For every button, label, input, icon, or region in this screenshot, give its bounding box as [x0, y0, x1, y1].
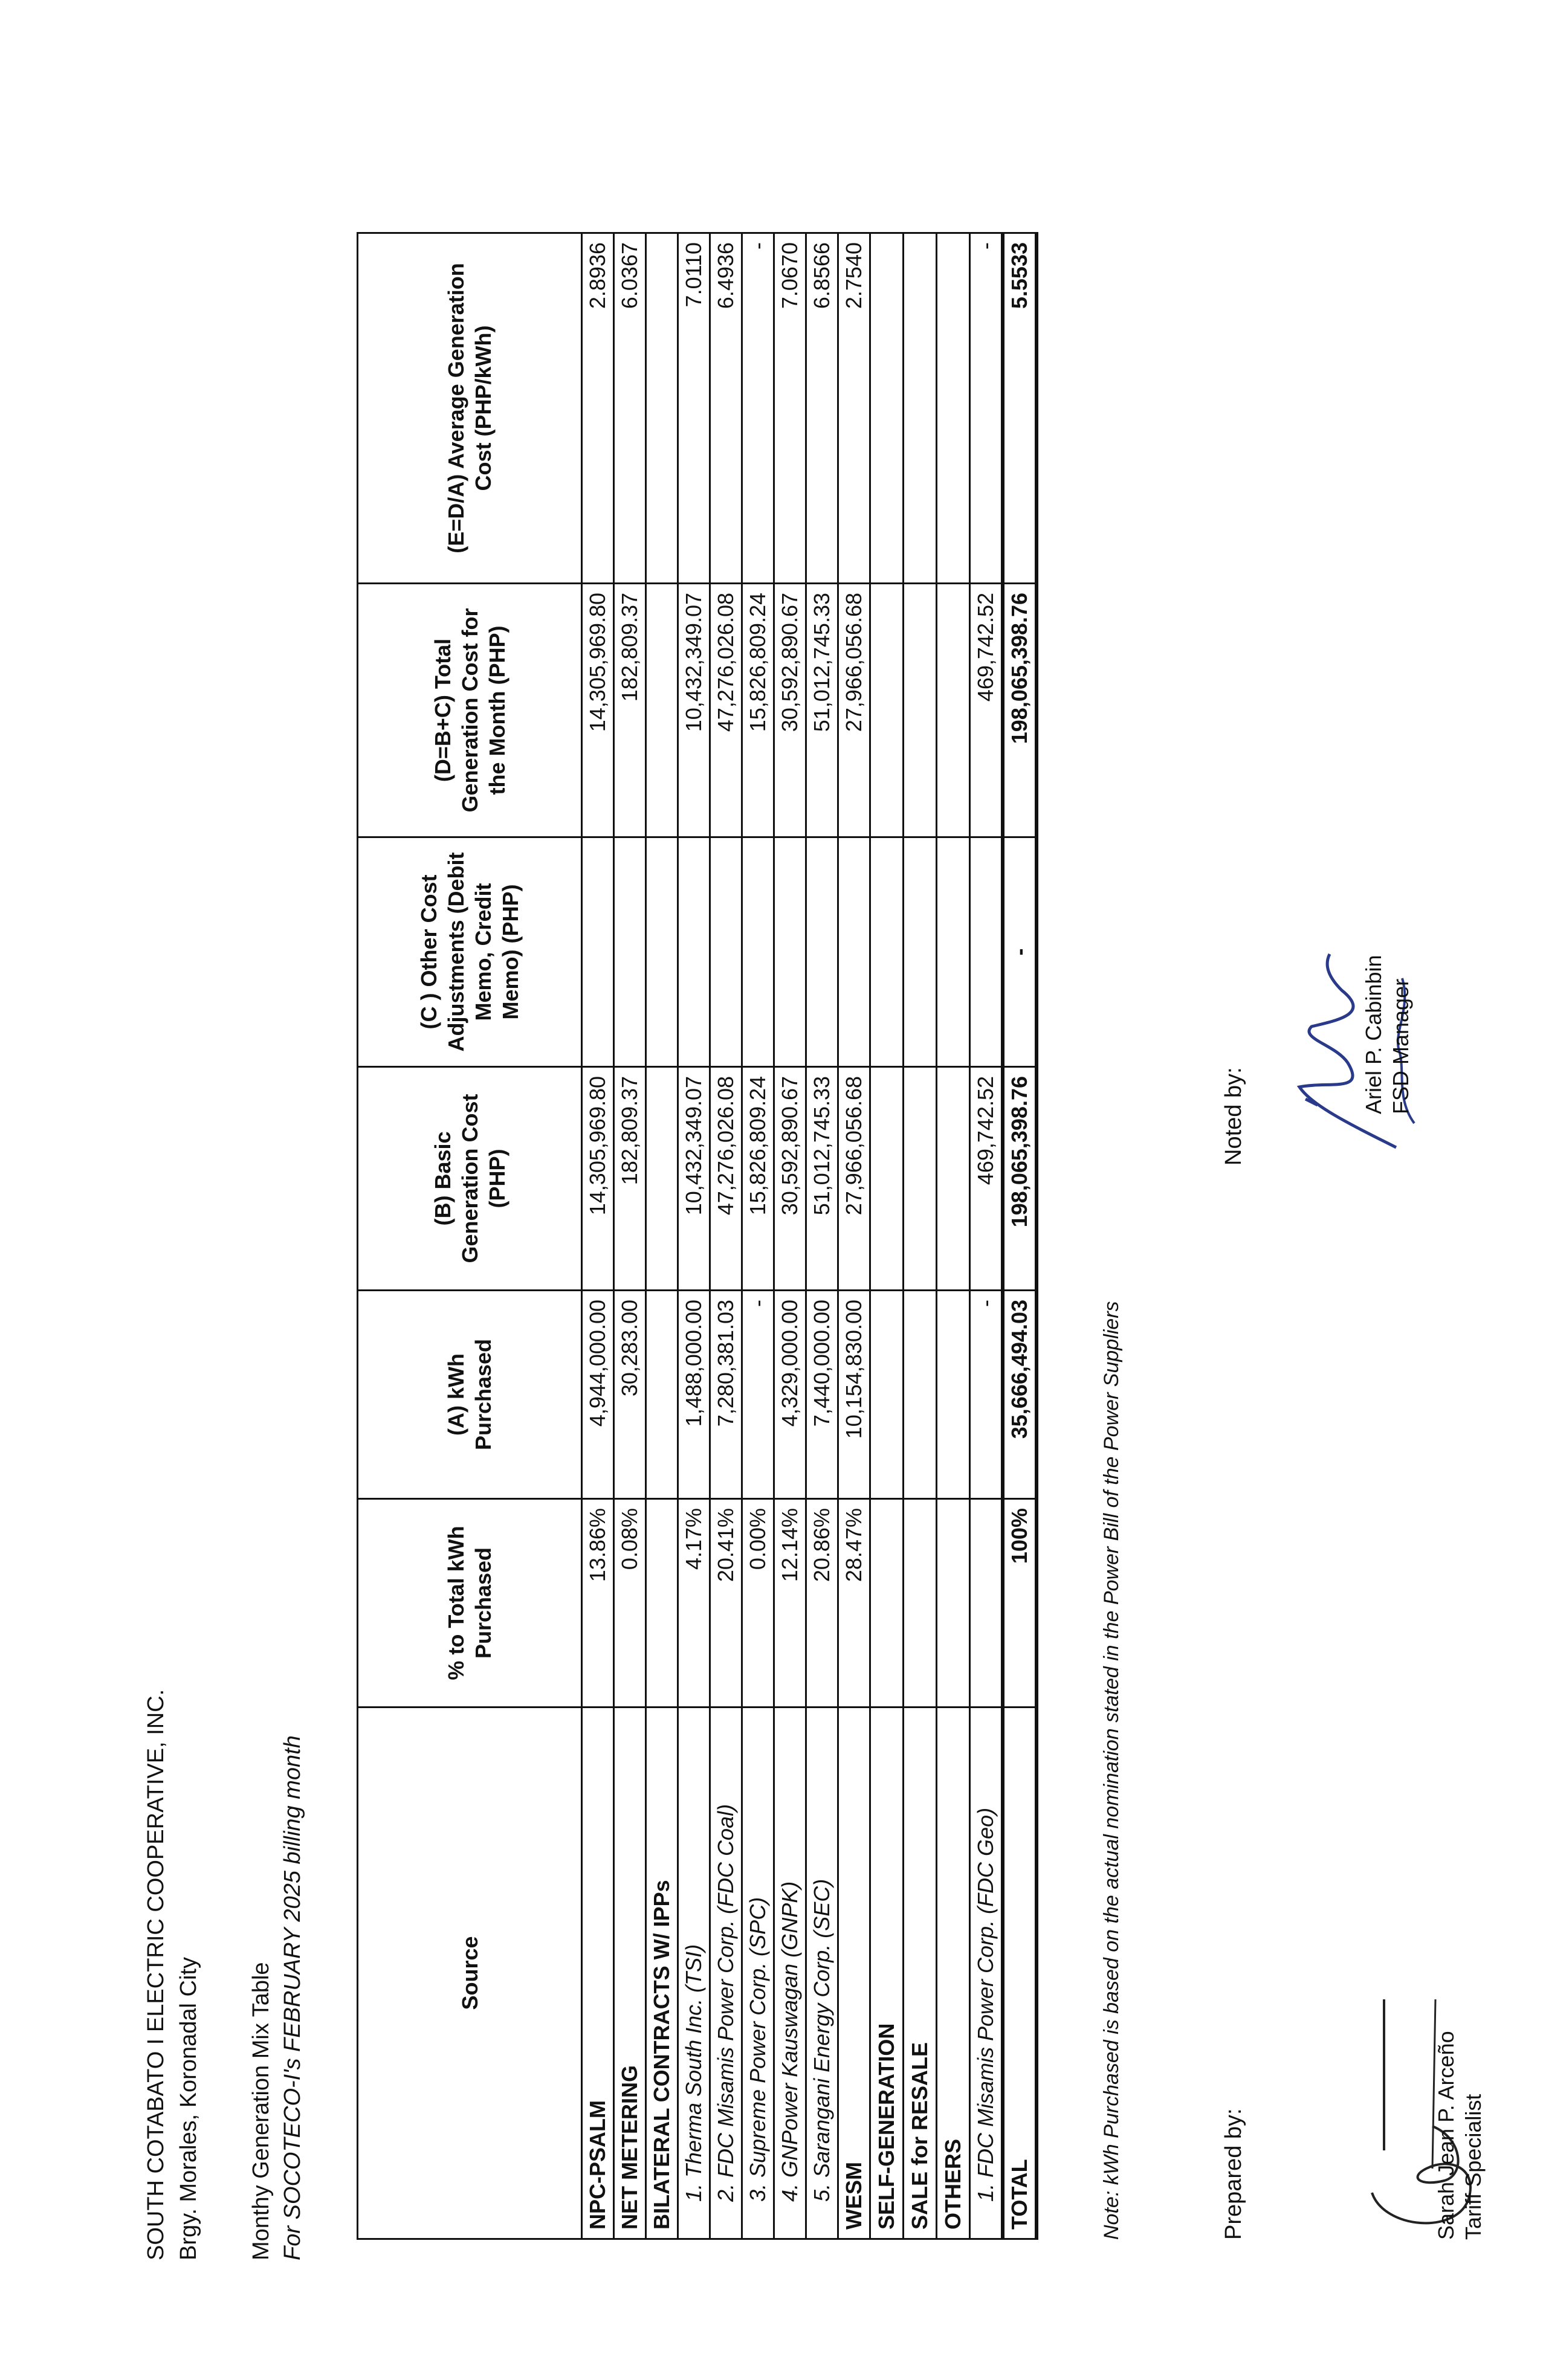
basic-cost-cell — [904, 1067, 937, 1291]
column-header: % to Total kWh Purchased — [358, 1499, 582, 1708]
prepared-by-label: Prepared by: — [1221, 2108, 1246, 2240]
basic-cost-cell — [937, 1067, 970, 1291]
pct-cell — [646, 1499, 678, 1708]
avg-cost-cell: 2.8936 — [582, 233, 614, 584]
basic-cost-cell: 198,065,398.76 — [1003, 1067, 1037, 1291]
total-cost-cell — [646, 584, 678, 837]
basic-cost-cell: 30,592,890.67 — [774, 1067, 806, 1291]
table-total-row — [1003, 233, 1037, 2239]
table-row — [970, 233, 1003, 2239]
source-cell: NET METERING — [614, 1708, 646, 2239]
pct-cell: 28.47% — [838, 1499, 870, 1708]
avg-cost-cell: 2.7540 — [838, 233, 870, 584]
noted-title: FSD Manager — [1388, 978, 1413, 1114]
kwh-cell: 4,944,000.00 — [582, 1291, 614, 1499]
avg-cost-cell: 6.8566 — [806, 233, 838, 584]
other-cost-cell — [904, 837, 937, 1067]
kwh-cell: 35,666,494.03 — [1003, 1291, 1037, 1499]
kwh-cell — [904, 1291, 937, 1499]
avg-cost-cell — [937, 233, 970, 584]
basic-cost-cell: 469,742.52 — [970, 1067, 1003, 1291]
document-subtitle: For SOCOTECO-I's FEBRUARY 2025 billing month — [280, 1735, 305, 2260]
other-cost-cell — [614, 837, 646, 1067]
prepared-name: Sarah Jean P. Arceño — [1434, 2031, 1458, 2240]
other-cost-cell — [970, 837, 1003, 1067]
total-cost-cell: 15,826,809.24 — [742, 584, 774, 837]
table-header-row — [358, 233, 582, 2239]
kwh-cell: 30,283.00 — [614, 1291, 646, 1499]
table-row — [806, 233, 838, 2239]
kwh-cell — [937, 1291, 970, 1499]
table-row — [614, 233, 646, 2239]
pct-cell: 100% — [1003, 1499, 1037, 1708]
kwh-cell: 1,488,000.00 — [678, 1291, 710, 1499]
pct-cell: 20.41% — [710, 1499, 742, 1708]
source-cell: 2. FDC Misamis Power Corp. (FDC Coal) — [710, 1708, 742, 2239]
avg-cost-cell: 5.5533 — [1003, 233, 1037, 584]
table-row — [646, 233, 678, 2239]
pct-cell: 0.00% — [742, 1499, 774, 1708]
table-row — [742, 233, 774, 2239]
pct-cell: 0.08% — [614, 1499, 646, 1708]
avg-cost-cell: 6.4936 — [710, 233, 742, 584]
pct-cell: 12.14% — [774, 1499, 806, 1708]
table-row — [904, 233, 937, 2239]
total-cost-cell: 30,592,890.67 — [774, 584, 806, 837]
column-header: Source — [358, 1708, 582, 2239]
kwh-cell: 10,154,830.00 — [838, 1291, 870, 1499]
column-header: (D=B+C) Total Generation Cost for the Month (PHP) — [358, 584, 582, 837]
noted-by-label: Noted by: — [1221, 1067, 1246, 1166]
source-cell: TOTAL — [1003, 1708, 1037, 2239]
pct-cell — [970, 1499, 1003, 1708]
total-cost-cell — [870, 584, 904, 837]
other-cost-cell — [742, 837, 774, 1067]
total-cost-cell: 14,305,969.80 — [582, 584, 614, 837]
pct-cell — [904, 1499, 937, 1708]
total-cost-cell: 182,809.37 — [614, 584, 646, 837]
other-cost-cell — [838, 837, 870, 1067]
other-cost-cell — [774, 837, 806, 1067]
kwh-cell: - — [742, 1291, 774, 1499]
other-cost-cell — [710, 837, 742, 1067]
total-cost-cell: 469,742.52 — [970, 584, 1003, 837]
other-cost-cell — [646, 837, 678, 1067]
basic-cost-cell: 10,432,349.07 — [678, 1067, 710, 1291]
prepared-title: Tariff Specialist — [1461, 2094, 1486, 2240]
generation-mix-table — [357, 232, 1038, 2240]
pct-cell — [870, 1499, 904, 1708]
total-cost-cell — [937, 584, 970, 837]
other-cost-cell — [806, 837, 838, 1067]
noted-name: Ariel P. Cabinbin — [1361, 955, 1386, 1114]
company-name: SOUTH COTABATO I ELECTRIC COOPERATIVE, INC. — [143, 1689, 169, 2260]
basic-cost-cell: 15,826,809.24 — [742, 1067, 774, 1291]
pct-cell: 20.86% — [806, 1499, 838, 1708]
column-header: (B) Basic Generation Cost (PHP) — [358, 1067, 582, 1291]
company-address: Brgy. Morales, Koronadal City — [176, 1957, 201, 2260]
source-cell: WESM — [838, 1708, 870, 2239]
table-row — [774, 233, 806, 2239]
avg-cost-cell: 7.0670 — [774, 233, 806, 584]
avg-cost-cell — [646, 233, 678, 584]
source-cell: 5. Sarangani Energy Corp. (SEC) — [806, 1708, 838, 2239]
basic-cost-cell: 182,809.37 — [614, 1067, 646, 1291]
table-row — [678, 233, 710, 2239]
total-cost-cell: 47,276,026.08 — [710, 584, 742, 837]
basic-cost-cell — [870, 1067, 904, 1291]
table-row — [937, 233, 970, 2239]
total-cost-cell — [904, 584, 937, 837]
total-cost-cell: 198,065,398.76 — [1003, 584, 1037, 837]
avg-cost-cell: 7.0110 — [678, 233, 710, 584]
basic-cost-cell: 51,012,745.33 — [806, 1067, 838, 1291]
kwh-cell: 7,280,381.03 — [710, 1291, 742, 1499]
pct-cell: 13.86% — [582, 1499, 614, 1708]
kwh-cell — [646, 1291, 678, 1499]
source-cell: 1. Therma South Inc. (TSI) — [678, 1708, 710, 2239]
basic-cost-cell: 47,276,026.08 — [710, 1067, 742, 1291]
avg-cost-cell: - — [742, 233, 774, 584]
avg-cost-cell: - — [970, 233, 1003, 584]
source-cell: BILATERAL CONTRACTS W/ IPPs — [646, 1708, 678, 2239]
pct-cell — [937, 1499, 970, 1708]
source-cell: 1. FDC Misamis Power Corp. (FDC Geo) — [970, 1708, 1003, 2239]
total-cost-cell: 10,432,349.07 — [678, 584, 710, 837]
total-cost-cell: 27,966,056.68 — [838, 584, 870, 837]
table-row — [582, 233, 614, 2239]
other-cost-cell: - — [1003, 837, 1037, 1067]
basic-cost-cell — [646, 1067, 678, 1291]
basic-cost-cell: 14,305,969.80 — [582, 1067, 614, 1291]
avg-cost-cell — [904, 233, 937, 584]
source-cell: 4. GNPower Kauswagan (GNPK) — [774, 1708, 806, 2239]
other-cost-cell — [678, 837, 710, 1067]
kwh-cell — [870, 1291, 904, 1499]
table-row — [870, 233, 904, 2239]
other-cost-cell — [937, 837, 970, 1067]
kwh-cell: 7,440,000.00 — [806, 1291, 838, 1499]
source-cell: SELF-GENERATION — [870, 1708, 904, 2239]
source-cell: OTHERS — [937, 1708, 970, 2239]
kwh-cell: - — [970, 1291, 1003, 1499]
total-cost-cell: 51,012,745.33 — [806, 584, 838, 837]
column-header: (E=D/A) Average Generation Cost (PHP/kWh) — [358, 233, 582, 584]
table-row — [838, 233, 870, 2239]
source-cell: 3. Supreme Power Corp. (SPC) — [742, 1708, 774, 2239]
source-cell: SALE for RESALE — [904, 1708, 937, 2239]
table-footnote: Note: kWh Purchased is based on the actual nomination stated in the Power Bill of the Power Suppliers — [1100, 1301, 1123, 2240]
avg-cost-cell: 6.0367 — [614, 233, 646, 584]
pct-cell: 4.17% — [678, 1499, 710, 1708]
source-cell: NPC-PSALM — [582, 1708, 614, 2239]
other-cost-cell — [582, 837, 614, 1067]
other-cost-cell — [870, 837, 904, 1067]
kwh-cell: 4,329,000.00 — [774, 1291, 806, 1499]
table-row — [710, 233, 742, 2239]
column-header: (C ) Other Cost Adjustments (Debit Memo, Credit Memo) (PHP) — [358, 837, 582, 1067]
basic-cost-cell: 27,966,056.68 — [838, 1067, 870, 1291]
avg-cost-cell — [870, 233, 904, 584]
document-title: Monthy Generation Mix Table — [248, 1962, 274, 2260]
column-header: (A) kWh Purchased — [358, 1291, 582, 1499]
